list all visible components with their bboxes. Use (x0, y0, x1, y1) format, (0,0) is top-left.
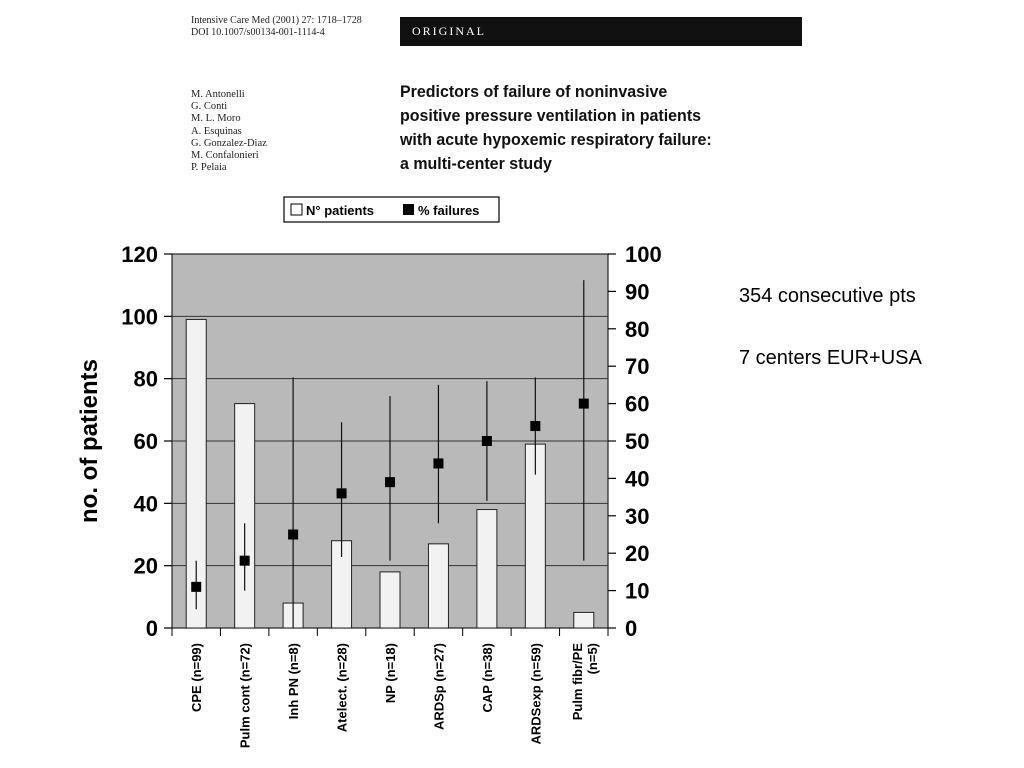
legend-swatch-marker (403, 204, 414, 215)
y-tick-label: 100 (121, 304, 158, 330)
journal-line: Intensive Care Med (2001) 27: 1718–1728 (191, 15, 362, 26)
bar (477, 510, 497, 628)
y2-tick-label: 100 (625, 242, 662, 267)
x-category-label: Pulm cont (n=72) (237, 643, 253, 749)
failure-marker (579, 399, 589, 409)
y-tick-label: 40 (133, 491, 158, 517)
failure-marker (530, 421, 540, 431)
y2-tick-label: 30 (625, 503, 650, 529)
author: G. Gonzalez-Diaz (191, 137, 267, 149)
author: G. Conti (191, 101, 228, 113)
x-category-label: Pulm fibr/PE(n=5) (569, 643, 600, 721)
title-line: with acute hypoxemic respiratory failure: (400, 130, 712, 149)
title-line: a multi-center study (400, 154, 552, 173)
legend-swatch-bar (291, 204, 302, 215)
y-tick-label: 80 (133, 366, 158, 392)
legend-label: % failures (418, 203, 480, 218)
y2-tick-label: 20 (625, 541, 650, 567)
y2-tick-label: 0 (625, 616, 638, 641)
bar (428, 544, 448, 628)
y-tick-label: 120 (121, 242, 158, 267)
y2-tick-label: 40 (625, 466, 650, 492)
failure-marker (240, 556, 250, 566)
y2-tick-label: 90 (625, 279, 650, 305)
side-note: 354 consecutive pts (739, 285, 916, 307)
y2-tick-label: 80 (625, 316, 650, 342)
y2-tick-label: 10 (625, 578, 650, 604)
section-label: ORIGINAL (412, 24, 486, 38)
y-tick-label: 60 (133, 429, 158, 454)
author: A. Esquinas (191, 125, 242, 137)
y2-tick-label: 50 (625, 429, 650, 454)
failure-marker (288, 530, 298, 540)
y-tick-label: 0 (145, 616, 158, 641)
side-note: 7 centers EUR+USA (739, 347, 922, 369)
x-category-label: CAP (n=38) (479, 643, 495, 713)
x-category-label: Atelect. (n=28) (334, 643, 350, 733)
failure-marker (385, 477, 395, 487)
y-tick-label: 20 (133, 553, 158, 579)
x-category-label: ARDSexp (n=59) (528, 643, 544, 745)
bar (574, 612, 594, 628)
author: P. Pelaia (191, 162, 227, 174)
x-category-label: NP (n=18) (383, 643, 398, 704)
x-category-label: Inh PN (n=8) (286, 643, 302, 720)
y2-tick-label: 60 (625, 391, 650, 417)
x-category-label: CPE (n=99) (189, 643, 205, 712)
bar (235, 404, 255, 628)
x-category-label: ARDSp (n=27) (431, 643, 447, 731)
failure-marker (337, 488, 347, 498)
y-axis-label: no. of patients (76, 359, 103, 523)
failure-marker (482, 436, 492, 446)
doi-line: DOI 10.1007/s00134-001-1114-4 (191, 27, 325, 38)
author: M. Antonelli (191, 89, 245, 100)
title-line: positive pressure ventilation in patients (400, 106, 702, 125)
author: M. L. Moro (191, 113, 241, 125)
legend-label: N° patients (306, 203, 375, 218)
bar (380, 572, 400, 628)
author: M. Confalonieri (191, 150, 259, 162)
title-line: Predictors of failure of noninvasive (400, 82, 668, 101)
y2-tick-label: 70 (625, 354, 650, 380)
failure-marker (433, 458, 443, 468)
failure-marker (191, 582, 201, 592)
